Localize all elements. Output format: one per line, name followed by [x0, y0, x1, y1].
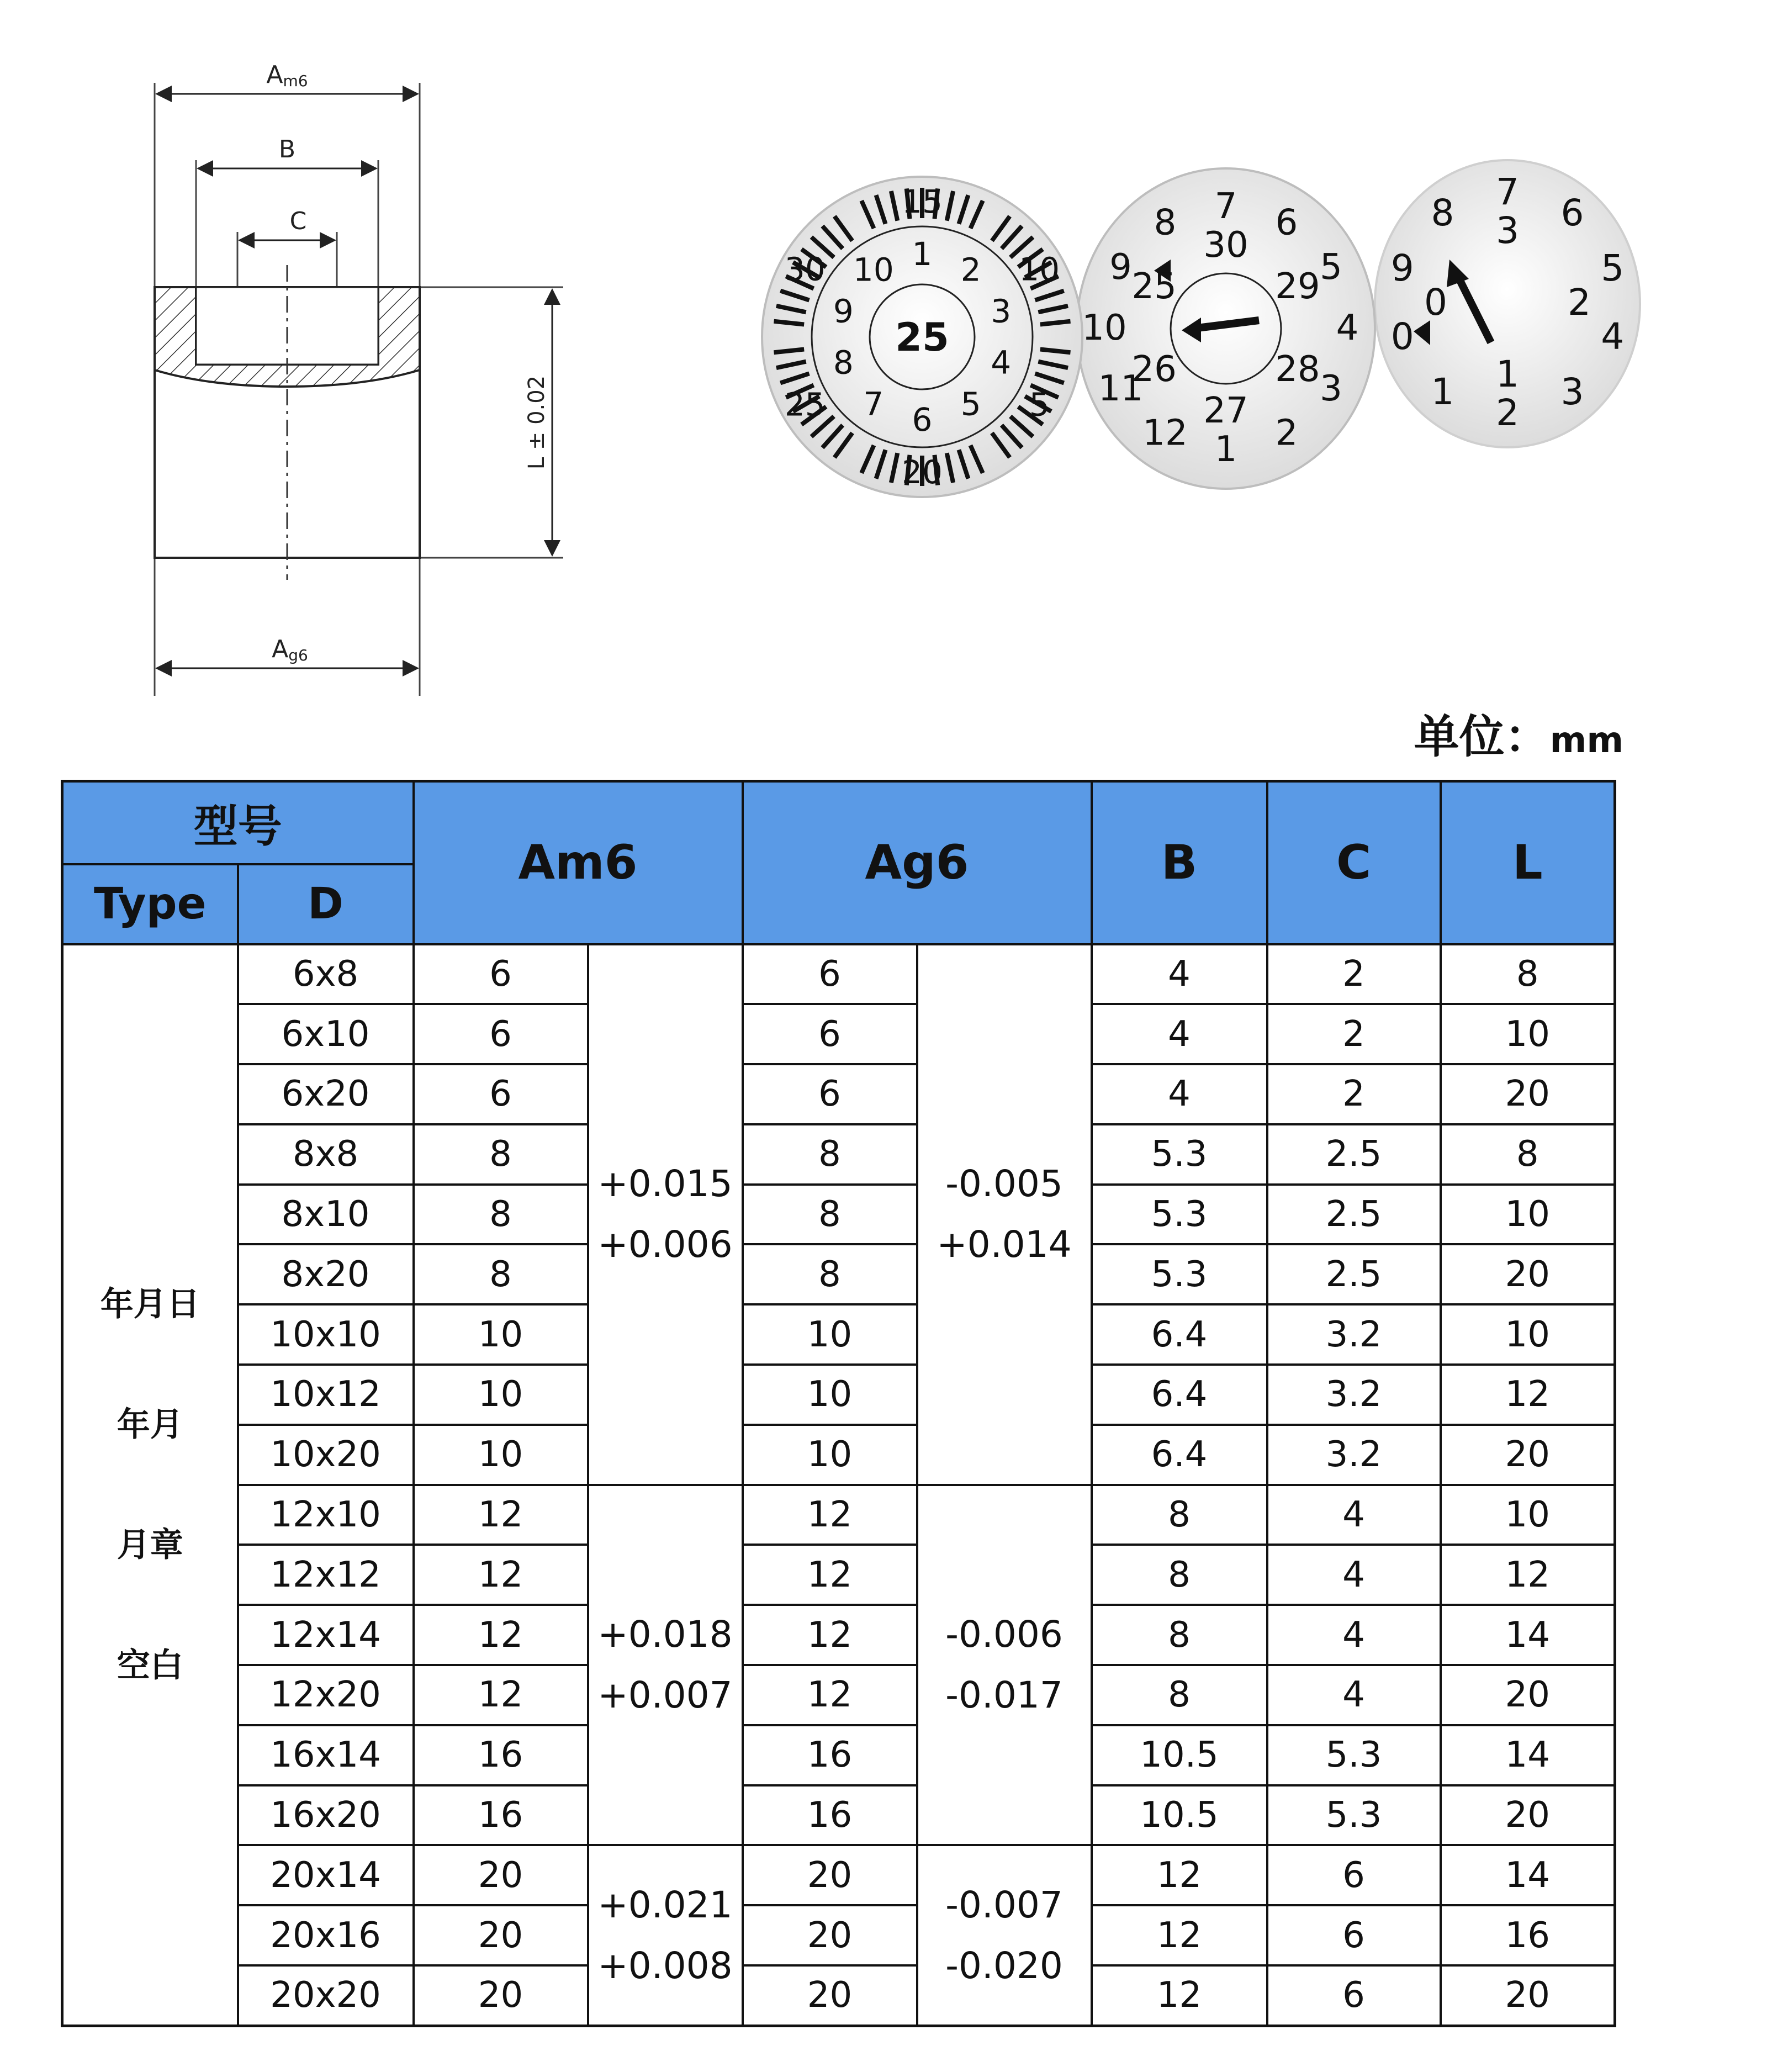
- stamp-number: 28: [1275, 349, 1320, 390]
- cell-c: 4: [1267, 1665, 1441, 1725]
- stamp-number: 1: [1214, 429, 1237, 470]
- cell-c: 6: [1267, 1845, 1441, 1905]
- cell-l: 10: [1441, 1485, 1615, 1545]
- cell-d: 12x12: [238, 1545, 414, 1605]
- cell-d: 12x10: [238, 1485, 414, 1545]
- type-cell: [62, 944, 238, 2026]
- date-stamp-illustration: [712, 133, 1651, 530]
- stamp-number: 0: [1390, 315, 1414, 358]
- cell-ag6-tolerance: [917, 1845, 1092, 2026]
- cell-c: 2.5: [1267, 1185, 1441, 1245]
- cell-d: 6x20: [238, 1064, 414, 1124]
- stamp-number: 3: [1560, 370, 1584, 413]
- header-ag6: Ag6: [743, 781, 1092, 944]
- cell-am6: 6: [414, 1004, 588, 1064]
- cell-ag6: 6: [743, 1064, 917, 1124]
- dim-b-label: B: [278, 135, 296, 163]
- cell-d: 6x10: [238, 1004, 414, 1064]
- cell-c: 6: [1267, 1905, 1441, 1965]
- cell-ag6: 6: [743, 1004, 917, 1064]
- cell-c: 3.2: [1267, 1304, 1441, 1365]
- stamp-number: 4: [1601, 315, 1625, 358]
- cell-l: 20: [1441, 1425, 1615, 1485]
- cell-c: 5.3: [1267, 1725, 1441, 1785]
- cell-am6: 16: [414, 1725, 588, 1785]
- cell-am6: 12: [414, 1545, 588, 1605]
- table-row: [62, 1004, 1615, 1064]
- cell-am6: 8: [414, 1244, 588, 1304]
- spec-table: [61, 780, 1616, 2027]
- stamp-number: 6: [912, 401, 933, 438]
- cell-b: 5.3: [1092, 1124, 1267, 1185]
- table-row: [62, 1905, 1615, 1965]
- stamp-number: 1: [1431, 370, 1454, 413]
- stamp-number: 9: [1109, 247, 1132, 288]
- cell-b: 12: [1092, 1965, 1267, 2026]
- cell-b: 4: [1092, 1064, 1267, 1124]
- stamp-number: 3: [991, 292, 1012, 330]
- cell-ag6: 12: [743, 1485, 917, 1545]
- stamp-number: 10: [1019, 250, 1060, 288]
- cell-ag6: 20: [743, 1845, 917, 1905]
- header-d: D: [238, 864, 414, 944]
- cell-ag6: 10: [743, 1304, 917, 1365]
- header-l: L: [1441, 781, 1615, 944]
- cell-l: 10: [1441, 1004, 1615, 1064]
- stamp-number: 9: [833, 292, 854, 330]
- table-row: [62, 1244, 1615, 1304]
- cell-b: 8: [1092, 1605, 1267, 1665]
- spec-table-body: [62, 944, 1615, 2026]
- table-row: [62, 1785, 1615, 1846]
- stamp-number: 30: [1203, 225, 1248, 266]
- cell-l: 8: [1441, 1124, 1615, 1185]
- tolerance-value: -0.005: [945, 1162, 1063, 1206]
- stamp-number: 26: [1131, 349, 1177, 390]
- cell-am6: 12: [414, 1665, 588, 1725]
- cell-c: 2.5: [1267, 1124, 1441, 1185]
- cell-ag6: 8: [743, 1185, 917, 1245]
- cell-l: 12: [1441, 1545, 1615, 1605]
- cell-l: 8: [1441, 944, 1615, 1005]
- stamp-number: 8: [833, 343, 854, 382]
- table-row: [62, 1605, 1615, 1665]
- cell-ag6: 12: [743, 1605, 917, 1665]
- stamp-number: 6: [1560, 192, 1584, 235]
- tolerance-value: -0.007: [945, 1883, 1063, 1926]
- stamp-number: 12: [1142, 413, 1188, 454]
- cell-l: 14: [1441, 1725, 1615, 1785]
- cell-am6: 6: [414, 944, 588, 1005]
- cell-am6: 20: [414, 1905, 588, 1965]
- cell-d: 16x14: [238, 1725, 414, 1785]
- cell-d: 10x12: [238, 1365, 414, 1425]
- cell-b: 4: [1092, 1004, 1267, 1064]
- cell-b: 8: [1092, 1485, 1267, 1545]
- cell-am6: 20: [414, 1845, 588, 1905]
- cell-ag6: 12: [743, 1545, 917, 1605]
- cell-c: 2: [1267, 1004, 1441, 1064]
- cell-ag6: 20: [743, 1965, 917, 2026]
- cell-l: 16: [1441, 1905, 1615, 1965]
- tolerance-value: +0.006: [597, 1223, 733, 1266]
- cell-l: 20: [1441, 1965, 1615, 2026]
- cell-am6-tolerance: [588, 1485, 743, 1846]
- stamp-number: 7: [1496, 171, 1519, 213]
- stamp-number: 27: [1203, 390, 1248, 431]
- stamp-number: 7: [863, 385, 884, 423]
- cell-ag6: 20: [743, 1905, 917, 1965]
- cell-l: 14: [1441, 1845, 1615, 1905]
- cell-c: 2: [1267, 1064, 1441, 1124]
- cell-d: 6x8: [238, 944, 414, 1005]
- cell-l: 20: [1441, 1785, 1615, 1846]
- cell-c: 2: [1267, 944, 1441, 1005]
- cell-ag6: 16: [743, 1725, 917, 1785]
- cell-ag6: 16: [743, 1785, 917, 1846]
- cell-b: 8: [1092, 1545, 1267, 1605]
- technical-drawing: [133, 33, 585, 707]
- stamp-number: 11: [1098, 368, 1144, 409]
- cell-am6: 10: [414, 1304, 588, 1365]
- stamp-number: 10: [1082, 308, 1127, 348]
- cell-ag6-tolerance: [917, 1485, 1092, 1846]
- tolerance-value: -0.017: [945, 1674, 1063, 1717]
- stamp-number: 8: [1431, 192, 1454, 235]
- cell-ag6: 8: [743, 1124, 917, 1185]
- table-row: [62, 1725, 1615, 1785]
- cell-am6: 12: [414, 1605, 588, 1665]
- table-row: [62, 1485, 1615, 1545]
- stamp-number: 4: [991, 343, 1012, 382]
- cell-d: 12x14: [238, 1605, 414, 1665]
- tolerance-value: +0.008: [597, 1944, 733, 1987]
- stamp-number: 25: [1131, 266, 1177, 307]
- stamp-number: 3: [1320, 368, 1342, 409]
- stamp-number: 5: [1601, 247, 1625, 290]
- cell-c: 5.3: [1267, 1785, 1441, 1846]
- cell-c: 3.2: [1267, 1365, 1441, 1425]
- cell-d: 20x14: [238, 1845, 414, 1905]
- cell-l: 12: [1441, 1365, 1615, 1425]
- cell-l: 20: [1441, 1064, 1615, 1124]
- cell-b: 4: [1092, 944, 1267, 1005]
- cell-am6: 8: [414, 1185, 588, 1245]
- stamp-number: 1: [912, 235, 933, 273]
- stamp-number: 5: [1029, 385, 1050, 424]
- tolerance-value: +0.021: [597, 1883, 733, 1926]
- table-row: [62, 1365, 1615, 1425]
- cell-b: 5.3: [1092, 1185, 1267, 1245]
- stamp-number: 2: [1496, 392, 1519, 434]
- stamp-number: 15: [902, 183, 943, 220]
- stamp-number: 4: [1336, 308, 1359, 348]
- stamp-number: 6: [1275, 202, 1298, 244]
- type-label: 月章: [117, 1525, 183, 1564]
- stamp-number: 9: [1390, 247, 1414, 290]
- cell-b: 12: [1092, 1845, 1267, 1905]
- cell-c: 6: [1267, 1965, 1441, 2026]
- cell-c: 3.2: [1267, 1425, 1441, 1485]
- cross-section-diagram: [133, 33, 585, 707]
- cell-am6: 20: [414, 1965, 588, 2026]
- table-row: [62, 1665, 1615, 1725]
- tolerance-value: +0.014: [937, 1223, 1072, 1266]
- tolerance-value: +0.015: [597, 1162, 733, 1206]
- cell-ag6: 10: [743, 1365, 917, 1425]
- stamp-number: 10: [853, 251, 894, 289]
- cell-b: 6.4: [1092, 1425, 1267, 1485]
- cell-c: 4: [1267, 1485, 1441, 1545]
- cell-l: 20: [1441, 1665, 1615, 1725]
- unit-value: mm: [1549, 720, 1623, 761]
- type-label: 年月日: [100, 1285, 200, 1324]
- stamp-number: 2: [1568, 281, 1591, 324]
- cell-am6: 16: [414, 1785, 588, 1846]
- cell-ag6: 8: [743, 1244, 917, 1304]
- table-row: [62, 1185, 1615, 1245]
- stamp-number: 5: [960, 385, 981, 423]
- stamp-left-center: 25: [895, 315, 949, 360]
- header-b: B: [1092, 781, 1267, 944]
- cell-am6: 8: [414, 1124, 588, 1185]
- stamp-number: 30: [784, 250, 826, 288]
- cell-ag6: 12: [743, 1665, 917, 1725]
- dim-a-top-label: Am6: [266, 61, 308, 90]
- header-type: Type: [62, 864, 238, 944]
- stamp-number: 2: [960, 251, 981, 289]
- table-row: [62, 1545, 1615, 1605]
- stamp-number: 3: [1496, 209, 1519, 252]
- cell-am6-tolerance: [588, 944, 743, 1485]
- cell-am6: 10: [414, 1365, 588, 1425]
- cell-l: 20: [1441, 1244, 1615, 1304]
- cell-d: 10x10: [238, 1304, 414, 1365]
- table-row: [62, 1064, 1615, 1124]
- stamp-number: 7: [1214, 186, 1237, 227]
- stamp-number: 8: [1154, 202, 1177, 244]
- cell-d: 20x16: [238, 1905, 414, 1965]
- cell-d: 12x20: [238, 1665, 414, 1725]
- table-row: [62, 1124, 1615, 1185]
- stamp-number: 5: [1320, 247, 1342, 288]
- cell-l: 14: [1441, 1605, 1615, 1665]
- cell-am6: 6: [414, 1064, 588, 1124]
- table-row: [62, 1965, 1615, 2026]
- cell-d: 10x20: [238, 1425, 414, 1485]
- table-row: [62, 1425, 1615, 1485]
- dim-a-bottom-label: Ag6: [272, 635, 308, 664]
- stamp-number: 29: [1275, 266, 1320, 307]
- cell-l: 10: [1441, 1304, 1615, 1365]
- cell-b: 6.4: [1092, 1304, 1267, 1365]
- cell-b: 10.5: [1092, 1785, 1267, 1846]
- cell-d: 8x20: [238, 1244, 414, 1304]
- cell-d: 20x20: [238, 1965, 414, 2026]
- header-model: 型号: [62, 781, 414, 864]
- cell-am6-tolerance: [588, 1845, 743, 2026]
- table-row: [62, 1845, 1615, 1905]
- table-row: [62, 944, 1615, 1005]
- cell-b: 8: [1092, 1665, 1267, 1725]
- cell-d: 8x10: [238, 1185, 414, 1245]
- cell-c: 2.5: [1267, 1244, 1441, 1304]
- cell-b: 10.5: [1092, 1725, 1267, 1785]
- stamp-number: 0: [1424, 281, 1447, 324]
- tolerance-value: +0.018: [597, 1613, 733, 1656]
- cell-b: 12: [1092, 1905, 1267, 1965]
- header-am6: Am6: [414, 781, 743, 944]
- date-stamp-photo: [712, 133, 1651, 530]
- dim-c-label: C: [289, 207, 307, 235]
- cell-am6: 10: [414, 1425, 588, 1485]
- stamp-number: 20: [902, 453, 943, 491]
- cell-ag6-tolerance: [917, 944, 1092, 1485]
- stamp-number: 1: [1496, 353, 1519, 395]
- cell-b: 5.3: [1092, 1244, 1267, 1304]
- cell-c: 4: [1267, 1545, 1441, 1605]
- unit-label: 单位：mm: [1414, 711, 1623, 763]
- stamp-number: 25: [784, 385, 826, 424]
- cell-d: 8x8: [238, 1124, 414, 1185]
- stamp-number: 2: [1275, 413, 1298, 454]
- cell-b: 6.4: [1092, 1365, 1267, 1425]
- dim-l-label: L ± 0.02: [524, 375, 549, 470]
- cell-am6: 12: [414, 1485, 588, 1545]
- cell-ag6: 6: [743, 944, 917, 1005]
- cell-d: 16x20: [238, 1785, 414, 1846]
- cell-c: 4: [1267, 1605, 1441, 1665]
- header-c: C: [1267, 781, 1441, 944]
- tolerance-value: +0.007: [597, 1674, 733, 1717]
- tolerance-value: -0.006: [945, 1613, 1063, 1656]
- type-label: 空白: [117, 1646, 183, 1685]
- tolerance-value: -0.020: [945, 1944, 1063, 1987]
- type-label: 年月: [117, 1405, 183, 1444]
- table-row: [62, 1304, 1615, 1365]
- cell-l: 10: [1441, 1185, 1615, 1245]
- cell-ag6: 10: [743, 1425, 917, 1485]
